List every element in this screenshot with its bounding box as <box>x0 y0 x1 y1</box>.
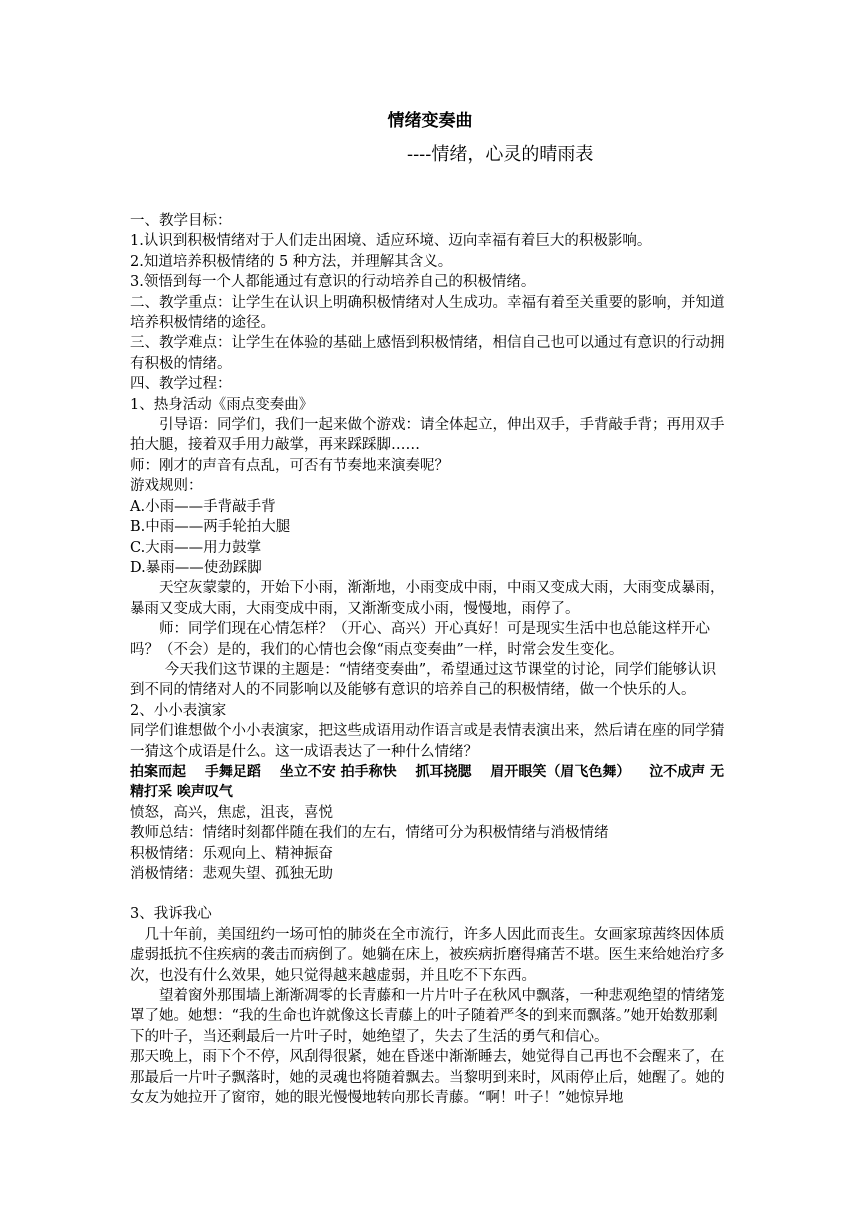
rule-item: B.中雨——两手轮拍大腿 <box>130 519 291 536</box>
idiom: 无精打采 <box>130 763 725 801</box>
idiom-list <box>130 762 730 803</box>
text-line: 消极情绪：悲观失望、孤独无助 <box>130 866 333 882</box>
rule-item: D.暴雨——使劲踩脚 <box>130 559 262 576</box>
idiom: 拍案而起 <box>130 763 186 780</box>
text-line: 教师总结：情绪时刻都伴随在我们的左右，情绪可分为积极情绪与消极情绪 <box>130 825 609 842</box>
idiom: 拍手称快 <box>340 763 397 780</box>
rule-item: C.大雨——用力鼓掌 <box>130 539 262 556</box>
text-line: 积极情绪：乐观向上、精神振奋 <box>130 845 333 862</box>
document-body <box>130 211 730 1108</box>
text-paragraph: 师：同学们现在心情怎样？（开心、高兴）开心真好！可是现实生活中也总能这样开心吗？（不会）是的，我们的心情也会像“雨点变奏曲”一样，时常会发生变化。 <box>130 621 710 658</box>
text-line: 四、教学过程： <box>130 376 232 393</box>
idiom: 泣不成声 <box>649 763 706 780</box>
rule-item: A.小雨——手背敲手背 <box>130 498 276 515</box>
page-title: 情绪变奏曲 <box>387 111 473 131</box>
idiom: 坐立不安 <box>279 763 336 780</box>
text-line: 游戏规则： <box>130 478 203 495</box>
text-line: 2、小小表演家 <box>130 702 227 719</box>
text-line: 三、教学难点：让学生在体验的基础上感悟到积极情绪，相信自己也可以通过有意识的行动拥有积极的情绪。 <box>130 335 725 372</box>
text-line: 师：刚才的声音有点乱，可否有节奏地来演奏呢？ <box>130 457 449 474</box>
text-paragraph: 几十年前，美国纽约一场可怕的肺炎在全市流行，许多人因此而丧生。女画家琼茜终因体质虚弱抵抗不住疾病的袭击而病倒了。她躺在床上，被疾病折磨得痛苦不堪。医生来给她治疗多次，也没有什么效果，她只觉得越来越虚弱，并且吃不下东西。 <box>130 926 725 984</box>
text-paragraph: 天空灰蒙蒙的，开始下小雨，渐渐地，小雨变成中雨，中雨又变成大雨，大雨变成暴雨，暴雨又变成大雨，大雨变成中雨，又渐渐变成小雨，慢慢地，雨停了。 <box>130 580 725 617</box>
page-subtitle: ----情绪，心灵的晴雨表 <box>407 144 594 165</box>
text-paragraph: 引导语：同学们，我们一起来做个游戏：请全体起立，伸出双手，手背敲手背；再用双手拍大腿，接着双手用力敲掌，再来踩踩脚…… <box>130 417 725 454</box>
text-paragraph: 同学们谁想做个小小表演家，把这些成语用动作语言或是表情表演出来，然后请在座的同学猜一猜这个成语是什么。这一成语表达了一种什么情绪？ <box>130 723 725 760</box>
idiom: 眉开眼笑（眉飞色舞） <box>490 763 631 780</box>
text-line: 愤怒，高兴，焦虑，沮丧，喜悦 <box>130 804 333 821</box>
idiom: 手舞足蹈 <box>204 763 261 780</box>
text-line: 一、教学目标： <box>130 213 232 229</box>
text-line: 2.知道培养积极情绪的 5 种方法，并理解其含义。 <box>130 253 453 270</box>
text-line: 二、教学重点：让学生在认识上明确积极情绪对人生成功。幸福有着至关重要的影响，并知道培养积极情绪的途径。 <box>130 294 725 332</box>
idiom: 唉声叹气 <box>176 784 233 801</box>
text-line: 3.领悟到每一个人都能通过有意识的行动培养自己的积极情绪。 <box>130 274 536 291</box>
idiom: 抓耳挠腮 <box>415 763 472 780</box>
blank-line <box>130 884 730 904</box>
text-paragraph: 今天我们这节课的主题是：“情绪变奏曲”，希望通过这节课堂的讨论，同学们能够认识到不同的情绪对人的不同影响以及能够有意识的培养自己的积极情绪，做一个快乐的人。 <box>130 661 717 699</box>
text-line: 3、我诉我心 <box>130 906 212 923</box>
text-line: 1.认识到积极情绪对于人们走出困境、适应环境、迈向幸福有着巨大的积极影响。 <box>130 233 652 250</box>
text-paragraph: 望着窗外那围墙上渐渐凋零的长青藤和一片片叶子在秋风中飘落，一种悲观绝望的情绪笼罩了她。她想：“我的生命也许就像这长青藤上的叶子随着严冬的到来而飘落。”她开始数那剩下的叶子，当还剩最后一片叶子时，她绝望了，失去了生活的勇气和信心。 <box>130 988 725 1045</box>
text-paragraph: 那天晚上，雨下个不停，风刮得很紧，她在昏迷中渐渐睡去，她觉得自己再也不会醒来了，在那最后一片叶子飘落时，她的灵魂也将随着飘去。当黎明到来时，风雨停止后，她醒了。她的女友为她拉开了窗帘，她的眼光慢慢地转向那长青藤。“啊！叶子！”她惊异地 <box>130 1049 725 1107</box>
text-line: 1、热身活动《雨点变奏曲》 <box>130 396 314 413</box>
